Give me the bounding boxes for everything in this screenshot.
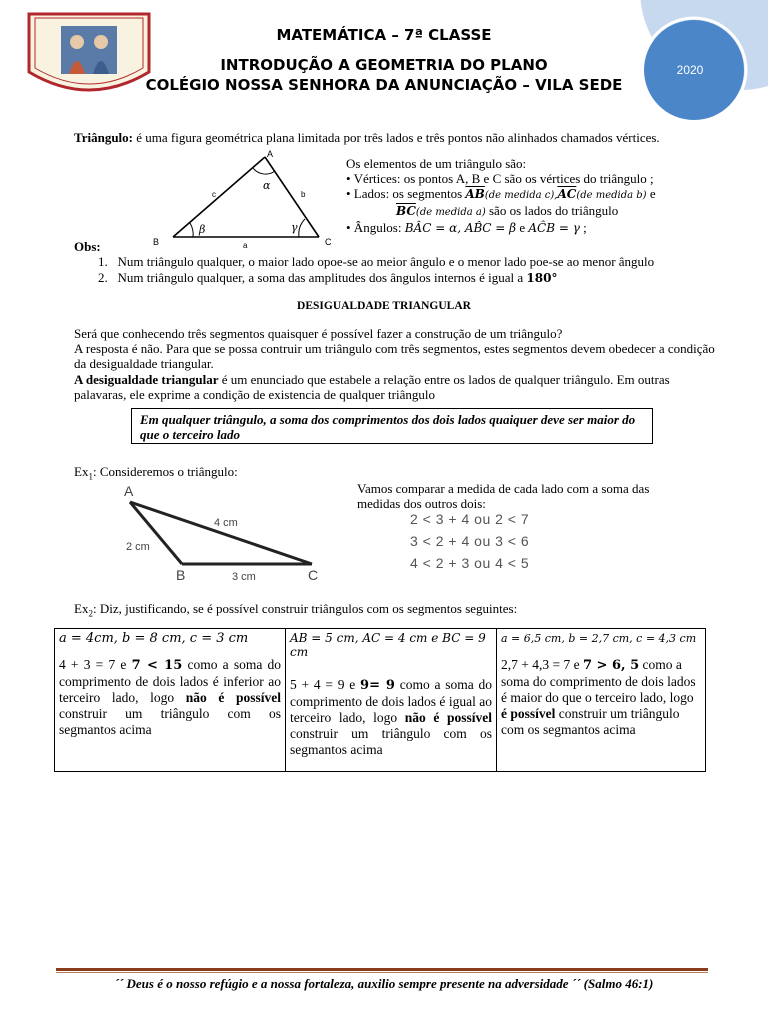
obs-text-1: Num triângulo qualquer, o maior lado opoe-se ao meior ângulo e o menor lado poe-se ao menor ângulo bbox=[117, 254, 655, 269]
angles-math-1: BÂC = α, AB̂C = β bbox=[404, 221, 517, 235]
elements-sides-cont bbox=[346, 203, 716, 220]
ex2-cell-1-mid: como a soma do comprimento de dois lados é inferior ao terceiro lado, logo bbox=[59, 657, 281, 705]
ex1-label: Ex bbox=[74, 464, 89, 479]
ex2-cell-2-body bbox=[290, 677, 492, 758]
ex2-heading bbox=[74, 601, 724, 622]
side-b-label: b bbox=[301, 190, 306, 199]
ex2-cell-2-head: AB = 5 cm, AC = 4 cm e BC = 9 cm bbox=[290, 631, 486, 659]
segment-ab: $\overline{AB}$ bbox=[465, 187, 485, 201]
elements-intro: Os elementos de um triângulo são: bbox=[346, 156, 527, 171]
vertex-a-label: A bbox=[267, 149, 274, 159]
header-school: COLÉGIO NOSSA SENHORA DA ANUNCIAÇÃO – VILA SEDE bbox=[145, 76, 623, 94]
obs-item-2 bbox=[98, 270, 738, 286]
elements-vertices: • Vértices: os pontos A, B e C são os vértices do triângulo ; bbox=[346, 171, 654, 186]
obs-label: Obs: bbox=[74, 239, 101, 254]
vertex-c-label: C bbox=[325, 237, 332, 247]
side-c-label: c bbox=[212, 190, 216, 199]
paragraph-answer: A resposta é não. Para que se possa contruir um triângulo com três segmentos, estes segmentos devem obedecer a condição da desigualdade triangular. bbox=[74, 341, 715, 371]
definition-text: é uma figura geométrica plana limitada por três lados e três pontos não alinhados chamados vértices. bbox=[133, 130, 660, 145]
ex2-table-row bbox=[55, 629, 706, 772]
ex2-label: Ex bbox=[74, 601, 89, 616]
paragraph-definition bbox=[74, 372, 724, 402]
vertex-b-label: B bbox=[153, 237, 160, 247]
ex2-cell-1-verdict: não é possível bbox=[185, 690, 281, 705]
ex1-side-bc: 3 cm bbox=[232, 571, 256, 583]
ex2-cell-2-sum: 5 + 4 = 9 e bbox=[290, 677, 361, 692]
angle-alpha-label: α bbox=[263, 179, 271, 192]
ex1-sub: 1 bbox=[88, 471, 93, 482]
ex2-cell-3-body bbox=[501, 657, 701, 738]
ex2-cell-2 bbox=[286, 629, 497, 772]
footer-divider bbox=[56, 968, 708, 971]
inequality-2: 3 < 2 + 4 ou 3 < 6 bbox=[410, 533, 530, 549]
obs-num-1: 1. bbox=[98, 254, 108, 269]
angles-prefix: • Ângulos: bbox=[346, 220, 405, 235]
paragraph-definition-text: é um enunciado que estabele a relação entre os lados de qualquer triângulo. Em outras palavaras, ele exprime a condição de existencia de qualquer triângulo bbox=[74, 372, 670, 402]
ex2-cell-2-mid: como a soma do comprimento de dois lados é igual ao terceiro lado, logo bbox=[290, 677, 492, 725]
ex1-heading bbox=[74, 464, 238, 485]
ex2-cell-1 bbox=[55, 629, 286, 772]
elements-angles bbox=[346, 220, 716, 236]
ex2-sub: 2 bbox=[88, 608, 93, 619]
obs-value-180: 180° bbox=[526, 271, 558, 285]
ex2-cell-3 bbox=[497, 629, 706, 772]
obs-text-2: Num triângulo qualquer, a soma das amplitudes dos ângulos internos é igual a bbox=[117, 270, 527, 285]
obs-item-1 bbox=[98, 254, 738, 269]
rule-box bbox=[131, 408, 653, 444]
rule-text: Em qualquer triângulo, a soma dos comprimentos dos dois lados quaiquer deve ser maior do que o terceiro lado bbox=[140, 412, 636, 442]
ex1-text: : Consideremos o triângulo: bbox=[92, 464, 238, 479]
ex2-cell-1-body bbox=[59, 657, 281, 738]
ex1-side-ac: 4 cm bbox=[214, 517, 238, 529]
ex2-table bbox=[54, 628, 706, 772]
angle-beta-label: β bbox=[199, 223, 206, 236]
triangle-figure bbox=[145, 147, 335, 251]
elements-list bbox=[346, 156, 716, 236]
ex1-side-ab: 2 cm bbox=[126, 541, 150, 553]
ex2-text: : Diz, justificando, se é possível construir triângulos com os segmentos seguintes: bbox=[92, 601, 518, 616]
ex1-vertex-c: C bbox=[308, 567, 319, 583]
section-title: DESIGUALDADE TRIANGULAR bbox=[297, 300, 471, 312]
paragraph-question: Será que conhecendo três segmentos quaisquer é possível fazer a construção de um triângulo? bbox=[74, 326, 563, 341]
angles-suffix: ; bbox=[579, 220, 587, 235]
segment-bc: $\overline{BC}$ bbox=[396, 204, 416, 218]
ex2-cell-1-head: a = 4cm, b = 8 cm, c = 3 cm bbox=[59, 631, 249, 646]
definition-term: Triângulo: bbox=[74, 130, 133, 145]
ex1-compare-text: Vamos comparar a medida de cada lado com a soma das medidas dos outros dois: bbox=[357, 481, 650, 511]
segment-ac: $\overline{AC}$ bbox=[557, 187, 577, 201]
sides-and: e bbox=[646, 186, 656, 201]
ex2-cell-3-sum: 2,7 + 4,3 = 7 e bbox=[501, 657, 583, 672]
segment-bc-measure: (de medida a) bbox=[415, 207, 486, 218]
paragraph-definition-term: A desigualdade triangular bbox=[74, 372, 219, 387]
ex2-cell-2-compare: 9= 9 bbox=[360, 678, 395, 693]
side-a-label: a bbox=[243, 241, 248, 250]
angles-math-2: AĈB = γ bbox=[528, 221, 580, 235]
ex1-triangle-figure bbox=[112, 484, 332, 584]
definition-line bbox=[74, 130, 734, 145]
year-badge: 2020 bbox=[676, 63, 704, 77]
ex2-cell-2-end: construir um triângulo com os segmantos acima bbox=[290, 726, 492, 757]
segment-ac-measure: (de medida b) bbox=[576, 190, 647, 201]
elements-sides bbox=[346, 186, 716, 203]
sides-prefix: • Lados: os segmentos bbox=[346, 186, 466, 201]
inequality-1: 2 < 3 + 4 ou 2 < 7 bbox=[410, 511, 530, 527]
ex2-cell-1-compare: 7 < 15 bbox=[131, 658, 183, 673]
sides-suffix: são os lados do triângulo bbox=[485, 203, 619, 218]
ex2-cell-3-verdict: é possível bbox=[501, 706, 556, 721]
footer-divider-thin bbox=[56, 972, 708, 973]
ex2-cell-2-verdict: não é possível bbox=[404, 710, 492, 725]
ex2-cell-1-end: construir um triângulo com os segmantos acima bbox=[59, 706, 281, 737]
ex1-vertex-a: A bbox=[124, 484, 134, 499]
obs-num-2: 2. bbox=[98, 270, 108, 285]
angle-gamma-label: γ bbox=[291, 221, 298, 234]
ex1-vertex-b: B bbox=[176, 567, 186, 583]
ex2-cell-3-compare: 7 > 6, 5 bbox=[582, 658, 640, 673]
header-topic: INTRODUÇÃO A GEOMETRIA DO PLANO bbox=[220, 56, 548, 74]
ex2-cell-3-head: a = 6,5 cm, b = 2,7 cm, c = 4,3 cm bbox=[501, 632, 697, 645]
header-subject: MATEMÁTICA – 7ª CLASSE bbox=[276, 26, 492, 44]
footer-quote: ´´ Deus é o nosso refúgio e a nossa fortaleza, auxilio sempre presente na adversidade ´´ (Salmo 46:1) bbox=[114, 976, 654, 991]
inequality-3: 4 < 2 + 3 ou 4 < 5 bbox=[410, 555, 530, 571]
angles-and: e bbox=[516, 220, 529, 235]
segment-ab-measure: (de medida c), bbox=[484, 190, 558, 201]
ex2-cell-3-mid: como a soma do comprimento de dois lados é maior do que o terceiro lado, logo bbox=[501, 657, 696, 705]
ex2-cell-1-sum: 4 + 3 = 7 e bbox=[59, 657, 132, 672]
ex2-cell-3-end: construir um triângulo com os segmantos acima bbox=[501, 706, 680, 737]
